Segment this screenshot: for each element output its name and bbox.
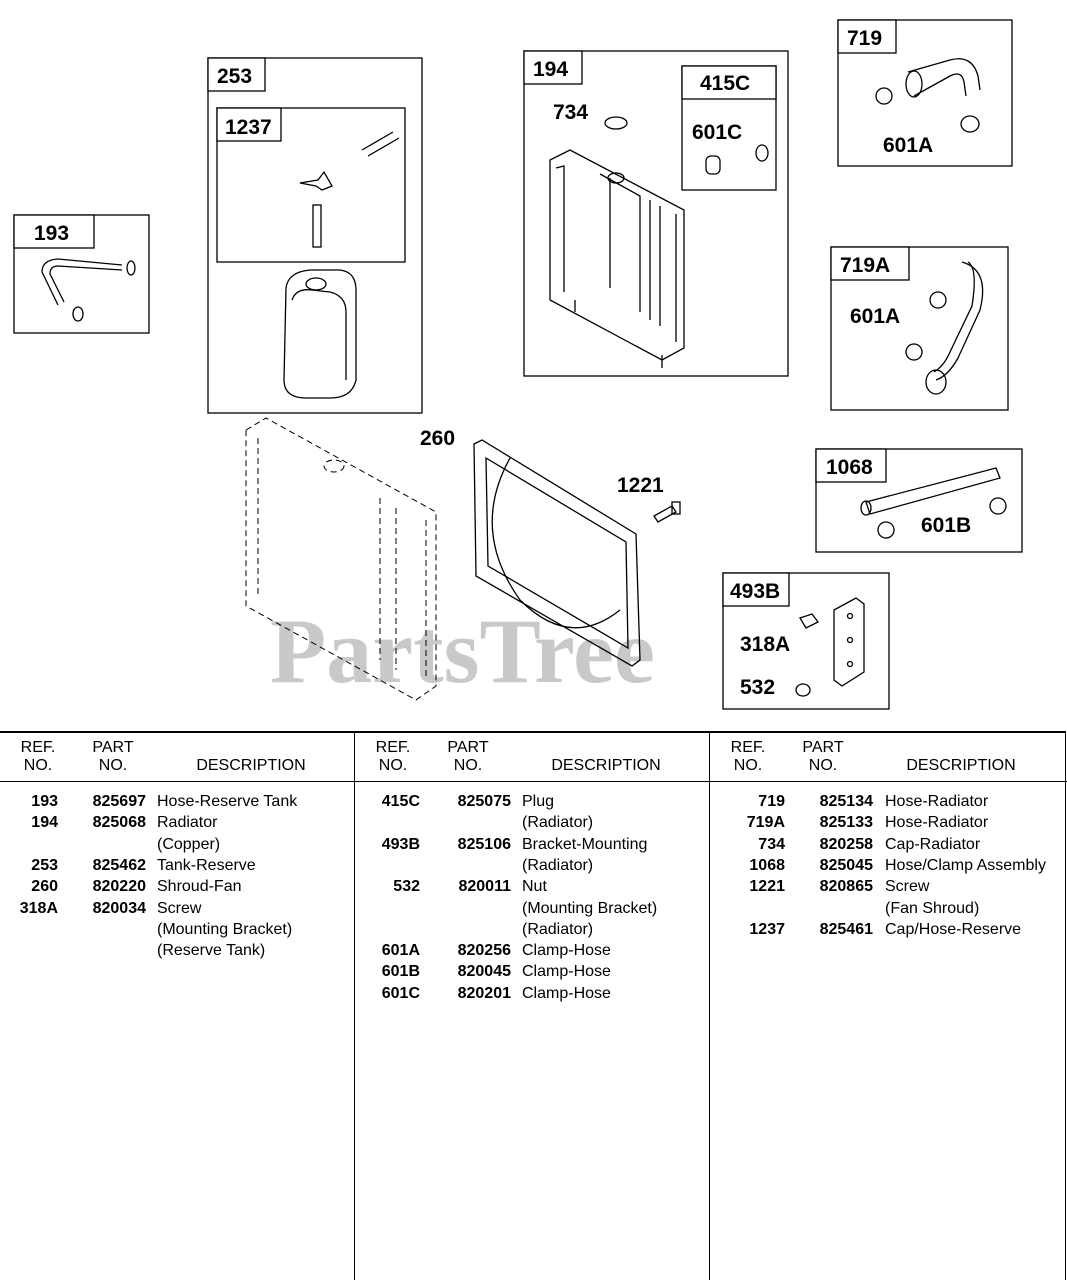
description: Hose/Clamp Assembly [885,856,1046,874]
callout-1068: 1068 [826,456,873,479]
part-no: 825462 [92,856,146,874]
callout-734: 734 [553,101,589,124]
parts-column-2 [354,733,710,1280]
callout-260: 260 [420,427,456,450]
description: Cap/Hose-Reserve [885,920,1022,938]
header-description: DESCRIPTION [551,757,661,774]
part-no: 825068 [92,814,146,832]
header-ref-no: REF. NO. [20,739,56,774]
table-header [0,733,354,782]
ref-no: 601B [381,963,420,981]
description: Tank-Reserve [157,856,256,874]
watermark: PartsTree [270,600,655,702]
ref-no: 1237 [749,920,785,938]
part-493b-box[interactable] [723,573,889,709]
part-no: 825134 [819,793,873,810]
callout-601a-719a: 601A [850,305,901,328]
description: Shroud-Fan [157,878,242,896]
description: (Radiator) [522,856,594,874]
parts-column-1 [0,733,354,1280]
ref-no: 1221 [749,878,785,896]
part-no: 820865 [819,878,873,896]
ref-no: 318A [19,899,58,917]
description: (Mounting Bracket) [157,920,293,938]
table-header [710,733,1067,782]
callout-601a-719: 601A [883,134,934,157]
part-253-box[interactable] [208,58,422,413]
description: Screw [157,899,202,917]
description: Hose-Reserve Tank [157,793,298,810]
description: Radiator [157,814,218,832]
ref-no: 734 [758,835,785,853]
part-no: 820220 [92,878,146,896]
part-no: 820011 [458,878,511,896]
header-ref-no: REF. NO. [730,739,766,774]
callout-1237: 1237 [225,116,272,139]
ref-no: 719A [746,814,785,832]
part-1237-box[interactable] [217,108,405,262]
ref-no: 193 [31,793,58,810]
ref-no: 719 [758,793,785,810]
ref-no: 260 [31,878,58,896]
callout-719a: 719A [840,254,891,277]
header-part-no: PART NO. [447,739,489,774]
callout-601b: 601B [921,514,972,537]
parts-column-3 [709,733,1067,1280]
part-no: 820034 [92,899,146,917]
description: Hose-Radiator [885,814,989,832]
description: Bracket-Mounting [522,835,648,853]
ref-no: 253 [31,856,58,874]
ref-no: 415C [381,793,420,810]
callout-493b: 493B [730,580,781,603]
header-part-no: PART NO. [92,739,134,774]
callout-193: 193 [34,222,70,245]
callout-318a: 318A [740,633,791,656]
description: Screw [885,878,930,896]
part-1068-box[interactable] [816,449,1022,552]
header-description: DESCRIPTION [906,757,1016,774]
part-no: 820258 [819,835,873,853]
description: Cap-Radiator [885,835,981,853]
part-no: 820045 [457,963,511,981]
header-ref-no: REF. NO. [375,739,411,774]
callout-415c: 415C [700,72,751,95]
table-header [355,733,710,782]
part-no: 825697 [92,793,146,810]
description: (Copper) [157,835,221,853]
description: Hose-Radiator [885,793,989,810]
part-no: 825133 [819,814,873,832]
part-no: 820201 [457,984,511,1002]
part-no: 825106 [457,835,511,853]
description: (Reserve Tank) [157,942,266,960]
part-719-box[interactable] [838,20,1012,166]
part-719a-box[interactable] [831,247,1008,410]
part-194-box[interactable] [524,51,788,376]
description: (Radiator) [522,814,594,832]
part-no: 820256 [457,942,511,960]
description: (Radiator) [522,920,594,938]
header-part-no: PART NO. [802,739,844,774]
screw-1221-drawing [654,502,680,522]
ref-no: 601C [381,984,420,1002]
callout-601c: 601C [692,121,743,144]
callout-1221: 1221 [617,474,664,497]
ref-no: 601A [381,942,420,960]
description: Clamp-Hose [522,984,611,1002]
callout-532: 532 [740,676,776,699]
part-193-box[interactable] [14,215,149,333]
part-no: 825075 [457,793,511,810]
callout-194: 194 [533,58,569,81]
description: (Fan Shroud) [885,899,980,917]
ref-no: 493B [381,835,420,853]
ref-no: 1068 [749,856,785,874]
ref-no: 532 [393,878,420,896]
callout-253: 253 [217,65,253,88]
description: (Mounting Bracket) [522,899,658,917]
ref-no: 194 [31,814,58,832]
part-415c-box[interactable] [682,66,776,190]
description: Clamp-Hose [522,963,611,981]
part-no: 825461 [819,920,873,938]
callout-719: 719 [847,27,883,50]
header-description: DESCRIPTION [196,757,306,774]
parts-table [0,731,1066,1280]
description: Plug [522,793,555,810]
description: Clamp-Hose [522,942,611,960]
description: Nut [522,878,547,896]
part-no: 825045 [819,856,873,874]
